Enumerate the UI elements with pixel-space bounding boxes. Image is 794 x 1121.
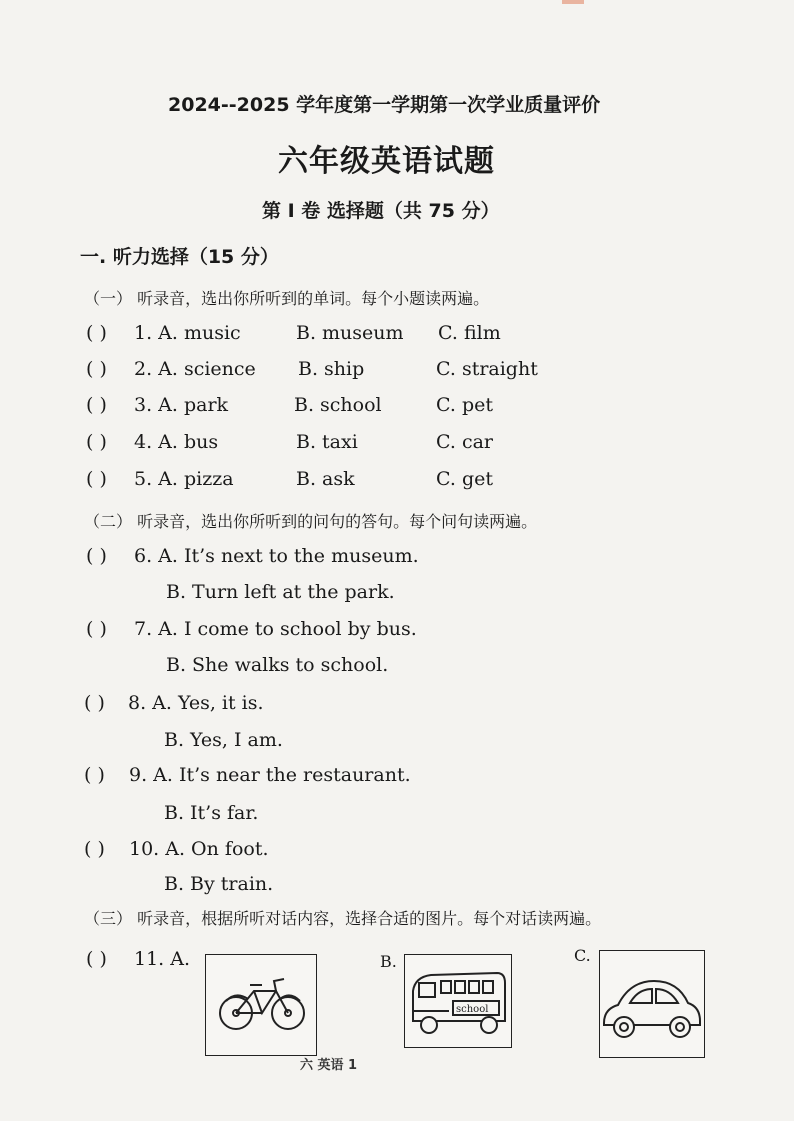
car-icon bbox=[600, 951, 704, 1057]
option-a: 8. A. Yes, it is. bbox=[128, 692, 264, 714]
option-c: C. get bbox=[436, 468, 493, 490]
answer-blank[interactable]: ( ) bbox=[84, 692, 105, 714]
bicycle-icon bbox=[206, 955, 316, 1055]
question-5 bbox=[86, 468, 493, 490]
option-a: 6. A. It’s next to the museum. bbox=[134, 545, 419, 567]
answer-blank[interactable]: ( ) bbox=[86, 468, 107, 490]
part1-instruction: （一） 听录音，选出你所听到的单词。每个小题读两遍。 bbox=[84, 289, 490, 308]
question-7 bbox=[86, 618, 417, 640]
picture-a[interactable] bbox=[205, 954, 317, 1056]
exam-term: 2024--2025 学年度第一学期第一次学业质量评价 bbox=[168, 94, 601, 116]
option-b: B. Yes, I am. bbox=[164, 729, 283, 751]
option-b: B. Turn left at the park. bbox=[166, 581, 395, 603]
section-heading: 一. 听力选择（15 分） bbox=[80, 246, 279, 268]
option-b: B. She walks to school. bbox=[166, 654, 389, 676]
option-a-label: 11. A. bbox=[134, 948, 191, 970]
question-11 bbox=[86, 948, 190, 970]
option-a: 4. A. bus bbox=[134, 431, 219, 453]
answer-blank[interactable]: ( ) bbox=[86, 394, 107, 416]
option-c: C. car bbox=[436, 431, 493, 453]
question-2 bbox=[86, 358, 538, 380]
option-b-label: B. bbox=[380, 952, 397, 971]
option-b: B. ship bbox=[298, 358, 365, 380]
option-b: B. By train. bbox=[164, 873, 274, 895]
paper-mark bbox=[562, 0, 584, 4]
exam-title: 六年级英语试题 bbox=[278, 144, 495, 179]
option-a: 3. A. park bbox=[134, 394, 229, 416]
option-a: 9. A. It’s near the restaurant. bbox=[129, 764, 411, 786]
answer-blank[interactable]: ( ) bbox=[86, 358, 107, 380]
option-b: B. taxi bbox=[296, 431, 358, 453]
answer-blank[interactable]: ( ) bbox=[86, 948, 107, 970]
option-a: 10. A. On foot. bbox=[129, 838, 269, 860]
answer-blank[interactable]: ( ) bbox=[86, 431, 107, 453]
option-a: 1. A. music bbox=[134, 322, 241, 344]
question-4 bbox=[86, 431, 493, 453]
question-8 bbox=[84, 692, 264, 714]
school-bus-icon bbox=[405, 955, 511, 1047]
bus-sign: school bbox=[456, 1004, 489, 1015]
option-a: 2. A. science bbox=[134, 358, 256, 380]
part2-instruction: （二） 听录音，选出你所听到的问句的答句。每个问句读两遍。 bbox=[84, 512, 538, 531]
question-9 bbox=[84, 764, 411, 786]
question-10 bbox=[84, 838, 269, 860]
option-b: B. school bbox=[294, 394, 382, 416]
option-b: B. museum bbox=[296, 322, 404, 344]
option-a: 7. A. I come to school by bus. bbox=[134, 618, 417, 640]
option-c: C. film bbox=[438, 322, 501, 344]
picture-b[interactable] bbox=[404, 954, 512, 1048]
answer-blank[interactable]: ( ) bbox=[86, 618, 107, 640]
question-6 bbox=[86, 545, 419, 567]
option-b: B. It’s far. bbox=[164, 802, 259, 824]
answer-blank[interactable]: ( ) bbox=[84, 764, 105, 786]
answer-blank[interactable]: ( ) bbox=[86, 322, 107, 344]
question-3 bbox=[86, 394, 493, 416]
exam-part: 第 I 卷 选择题（共 75 分） bbox=[262, 200, 500, 222]
option-c: C. pet bbox=[436, 394, 493, 416]
option-c-label: C. bbox=[574, 946, 591, 965]
answer-blank[interactable]: ( ) bbox=[86, 545, 107, 567]
part3-instruction: （三） 听录音，根据所听对话内容，选择合适的图片。每个对话读两遍。 bbox=[84, 909, 602, 928]
option-c: C. straight bbox=[436, 358, 538, 380]
page-footer: 六 英语 1 bbox=[300, 1058, 358, 1073]
picture-c[interactable] bbox=[599, 950, 705, 1058]
question-1 bbox=[86, 322, 501, 344]
option-a: 5. A. pizza bbox=[134, 468, 234, 490]
answer-blank[interactable]: ( ) bbox=[84, 838, 105, 860]
option-b: B. ask bbox=[296, 468, 355, 490]
